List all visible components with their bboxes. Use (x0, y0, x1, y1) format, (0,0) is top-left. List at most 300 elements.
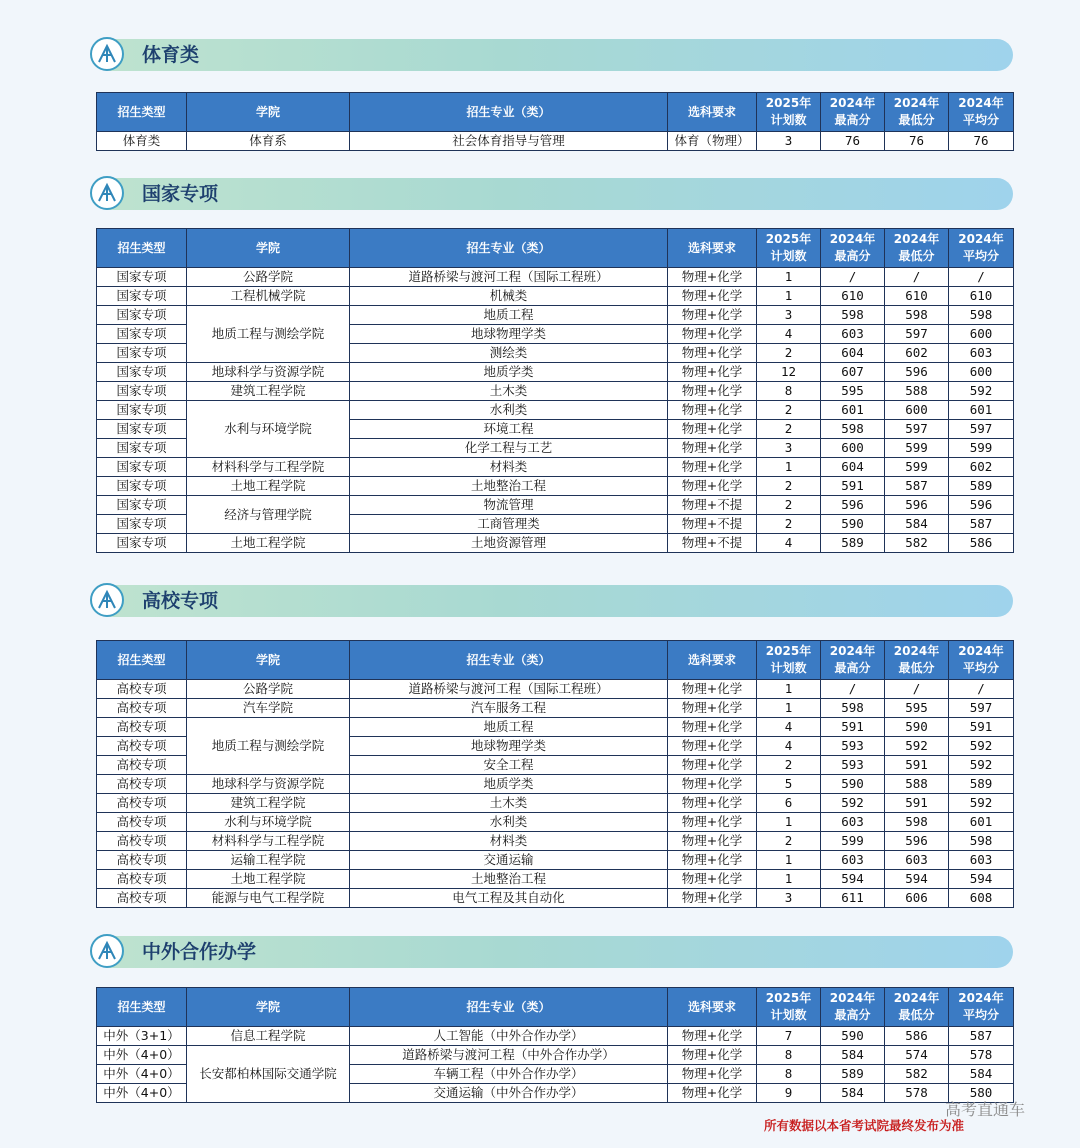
college-cell: 建筑工程学院 (187, 382, 350, 401)
min-score-cell: 600 (885, 401, 949, 420)
type-cell: 国家专项 (97, 325, 187, 344)
header-max: 最高分 (834, 113, 871, 127)
column-header (885, 93, 949, 132)
column-header (97, 641, 187, 680)
table-row (97, 401, 1014, 420)
header-plan: 计划数 (770, 249, 807, 263)
header-min-year: 2024年 (893, 991, 940, 1005)
avg-score-cell: 598 (949, 306, 1014, 325)
table-row (97, 718, 1014, 737)
plan-cell: 12 (757, 363, 821, 382)
table-row (97, 363, 1014, 382)
column-header (949, 229, 1014, 268)
college-cell: 工程机械学院 (187, 287, 350, 306)
plan-cell: 4 (757, 325, 821, 344)
max-score-cell: / (821, 680, 885, 699)
min-score-cell: 610 (885, 287, 949, 306)
max-score-cell: 590 (821, 775, 885, 794)
type-cell: 国家专项 (97, 477, 187, 496)
column-header (350, 93, 668, 132)
type-cell: 高校专项 (97, 851, 187, 870)
min-score-cell: 574 (885, 1046, 949, 1065)
header-plan-year: 2025年 (765, 644, 812, 658)
major-cell: 材料类 (350, 458, 668, 477)
plan-cell: 3 (757, 306, 821, 325)
major-cell: 水利类 (350, 401, 668, 420)
max-score-cell: 595 (821, 382, 885, 401)
avg-score-cell: 586 (949, 534, 1014, 553)
avg-score-cell: 600 (949, 363, 1014, 382)
table-row (97, 813, 1014, 832)
max-score-cell: 598 (821, 420, 885, 439)
type-cell: 国家专项 (97, 401, 187, 420)
min-score-cell: / (885, 268, 949, 287)
college-cell: 水利与环境学院 (187, 401, 350, 458)
section-header-guojia (92, 178, 1013, 210)
avg-score-cell: 599 (949, 439, 1014, 458)
college-cell: 公路学院 (187, 268, 350, 287)
avg-score-cell: 603 (949, 851, 1014, 870)
column-header (187, 988, 350, 1027)
subject-cell: 物理+化学 (668, 851, 757, 870)
major-cell: 土地整治工程 (350, 477, 668, 496)
type-cell: 高校专项 (97, 699, 187, 718)
min-score-cell: 595 (885, 699, 949, 718)
header-max-year: 2024年 (829, 96, 876, 110)
type-cell: 高校专项 (97, 775, 187, 794)
major-cell: 机械类 (350, 287, 668, 306)
header-min: 最低分 (898, 1008, 935, 1022)
header-avg: 平均分 (962, 249, 999, 263)
column-header (949, 988, 1014, 1027)
college-cell: 土地工程学院 (187, 477, 350, 496)
min-score-cell: 606 (885, 889, 949, 908)
column-header (885, 229, 949, 268)
major-cell: 物流管理 (350, 496, 668, 515)
subject-cell: 物理+化学 (668, 401, 757, 420)
header-min: 最低分 (898, 113, 935, 127)
table-row (97, 496, 1014, 515)
college-cell: 建筑工程学院 (187, 794, 350, 813)
major-cell: 土木类 (350, 794, 668, 813)
column-header (821, 229, 885, 268)
table-row (97, 870, 1014, 889)
type-cell: 高校专项 (97, 718, 187, 737)
table-guojia (96, 228, 1014, 553)
subject-cell: 物理+化学 (668, 870, 757, 889)
header-plan-year: 2025年 (765, 96, 812, 110)
table-row (97, 306, 1014, 325)
table-row (97, 534, 1014, 553)
table-row (97, 699, 1014, 718)
avg-score-cell: 598 (949, 832, 1014, 851)
min-score-cell: 586 (885, 1027, 949, 1046)
column-header (97, 93, 187, 132)
avg-score-cell: 578 (949, 1046, 1014, 1065)
avg-score-cell: 594 (949, 870, 1014, 889)
subject-cell: 物理+化学 (668, 268, 757, 287)
column-header (187, 93, 350, 132)
header-subject: 选科要求 (687, 652, 736, 667)
plan-cell: 3 (757, 132, 821, 151)
min-score-cell: 603 (885, 851, 949, 870)
min-score-cell: 599 (885, 439, 949, 458)
major-cell: 道路桥梁与渡河工程（中外合作办学） (350, 1046, 668, 1065)
min-score-cell: 594 (885, 870, 949, 889)
header-type: 招生类型 (117, 240, 166, 255)
subject-cell: 物理+化学 (668, 458, 757, 477)
subject-cell: 物理+化学 (668, 680, 757, 699)
college-cell: 地质工程与测绘学院 (187, 306, 350, 363)
subject-cell: 物理+化学 (668, 306, 757, 325)
subject-cell: 物理+化学 (668, 1065, 757, 1084)
header-min-year: 2024年 (893, 96, 940, 110)
avg-score-cell: 608 (949, 889, 1014, 908)
subject-cell: 物理+化学 (668, 382, 757, 401)
major-cell: 安全工程 (350, 756, 668, 775)
header-type: 招生类型 (117, 999, 166, 1014)
subject-cell: 物理+化学 (668, 477, 757, 496)
max-score-cell: 593 (821, 737, 885, 756)
type-cell: 国家专项 (97, 268, 187, 287)
avg-score-cell: 589 (949, 477, 1014, 496)
plan-cell: 4 (757, 737, 821, 756)
table-gaoxiao (96, 640, 1014, 908)
subject-cell: 物理+化学 (668, 1046, 757, 1065)
table-tiyu (96, 92, 1014, 151)
min-score-cell: 587 (885, 477, 949, 496)
avg-score-cell: / (949, 268, 1014, 287)
column-header (757, 229, 821, 268)
column-header (757, 93, 821, 132)
type-cell: 国家专项 (97, 496, 187, 515)
avg-score-cell: 602 (949, 458, 1014, 477)
avg-score-cell: 592 (949, 794, 1014, 813)
college-cell: 长安都柏林国际交通学院 (187, 1046, 350, 1103)
subject-cell: 物理+化学 (668, 1084, 757, 1103)
header-avg: 平均分 (962, 661, 999, 675)
min-score-cell: 76 (885, 132, 949, 151)
header-college: 学院 (255, 104, 280, 119)
max-score-cell: 594 (821, 870, 885, 889)
min-score-cell: / (885, 680, 949, 699)
major-cell: 车辆工程（中外合作办学） (350, 1065, 668, 1084)
major-cell: 社会体育指导与管理 (350, 132, 668, 151)
max-score-cell: 601 (821, 401, 885, 420)
section-title: 国家专项 (142, 183, 219, 205)
major-cell: 环境工程 (350, 420, 668, 439)
header-plan: 计划数 (770, 661, 807, 675)
table-row (97, 1046, 1014, 1065)
major-cell: 道路桥梁与渡河工程（国际工程班） (350, 268, 668, 287)
plan-cell: 8 (757, 1046, 821, 1065)
header-max-year: 2024年 (829, 991, 876, 1005)
header-college: 学院 (255, 652, 280, 667)
header-max: 最高分 (834, 661, 871, 675)
header-subject: 选科要求 (687, 240, 736, 255)
max-score-cell: 610 (821, 287, 885, 306)
section-header-zhongwai (92, 936, 1013, 968)
subject-cell: 物理+化学 (668, 1027, 757, 1046)
column-header (187, 229, 350, 268)
college-cell: 材料科学与工程学院 (187, 832, 350, 851)
plan-cell: 2 (757, 401, 821, 420)
type-cell: 国家专项 (97, 287, 187, 306)
avg-score-cell: 597 (949, 420, 1014, 439)
table-row (97, 794, 1014, 813)
college-cell: 地球科学与资源学院 (187, 363, 350, 382)
min-score-cell: 602 (885, 344, 949, 363)
plan-cell: 7 (757, 1027, 821, 1046)
major-cell: 地球物理学类 (350, 737, 668, 756)
college-cell: 信息工程学院 (187, 1027, 350, 1046)
subject-cell: 物理+不提 (668, 515, 757, 534)
max-score-cell: 590 (821, 515, 885, 534)
header-college: 学院 (255, 240, 280, 255)
table-row (97, 775, 1014, 794)
header-min-year: 2024年 (893, 232, 940, 246)
max-score-cell: 590 (821, 1027, 885, 1046)
table-row (97, 477, 1014, 496)
header-plan: 计划数 (770, 113, 807, 127)
table-row (97, 382, 1014, 401)
max-score-cell: 598 (821, 699, 885, 718)
watermark: 高考直通车 (945, 1100, 1026, 1119)
avg-score-cell: 587 (949, 515, 1014, 534)
subject-cell: 物理+化学 (668, 756, 757, 775)
plan-cell: 2 (757, 832, 821, 851)
header-avg-year: 2024年 (958, 96, 1004, 110)
avg-score-cell: 600 (949, 325, 1014, 344)
header-avg-year: 2024年 (958, 232, 1004, 246)
type-cell: 中外（4+0） (97, 1084, 187, 1103)
major-cell: 电气工程及其自动化 (350, 889, 668, 908)
type-cell: 高校专项 (97, 680, 187, 699)
min-score-cell: 598 (885, 813, 949, 832)
section-title: 高校专项 (142, 590, 219, 612)
min-score-cell: 578 (885, 1084, 949, 1103)
major-cell: 水利类 (350, 813, 668, 832)
column-header (668, 229, 757, 268)
type-cell: 高校专项 (97, 737, 187, 756)
min-score-cell: 588 (885, 775, 949, 794)
max-score-cell: 589 (821, 1065, 885, 1084)
min-score-cell: 582 (885, 534, 949, 553)
avg-score-cell: 592 (949, 756, 1014, 775)
type-cell: 国家专项 (97, 344, 187, 363)
major-cell: 工商管理类 (350, 515, 668, 534)
plan-cell: 9 (757, 1084, 821, 1103)
major-cell: 地质工程 (350, 718, 668, 737)
college-cell: 公路学院 (187, 680, 350, 699)
max-score-cell: 598 (821, 306, 885, 325)
plan-cell: 5 (757, 775, 821, 794)
type-cell: 国家专项 (97, 420, 187, 439)
subject-cell: 物理+化学 (668, 794, 757, 813)
avg-score-cell: 592 (949, 737, 1014, 756)
college-cell: 经济与管理学院 (187, 496, 350, 534)
header-min-year: 2024年 (893, 644, 940, 658)
plan-cell: 1 (757, 870, 821, 889)
max-score-cell: 611 (821, 889, 885, 908)
avg-score-cell: 597 (949, 699, 1014, 718)
type-cell: 中外（4+0） (97, 1046, 187, 1065)
header-major: 招生专业（类） (466, 652, 551, 667)
max-score-cell: 593 (821, 756, 885, 775)
type-cell: 高校专项 (97, 889, 187, 908)
college-cell: 运输工程学院 (187, 851, 350, 870)
major-cell: 人工智能（中外合作办学） (350, 1027, 668, 1046)
header-max-year: 2024年 (829, 644, 876, 658)
plan-cell: 6 (757, 794, 821, 813)
max-score-cell: 607 (821, 363, 885, 382)
table-row (97, 851, 1014, 870)
subject-cell: 物理+化学 (668, 344, 757, 363)
column-header (757, 988, 821, 1027)
major-cell: 交通运输（中外合作办学） (350, 1084, 668, 1103)
column-header (885, 988, 949, 1027)
header-max: 最高分 (834, 249, 871, 263)
plan-cell: 3 (757, 889, 821, 908)
subject-cell: 物理+不提 (668, 534, 757, 553)
subject-cell: 物理+化学 (668, 439, 757, 458)
max-score-cell: 599 (821, 832, 885, 851)
max-score-cell: 600 (821, 439, 885, 458)
major-cell: 地球物理学类 (350, 325, 668, 344)
max-score-cell: 603 (821, 813, 885, 832)
header-min: 最低分 (898, 661, 935, 675)
min-score-cell: 588 (885, 382, 949, 401)
college-cell: 材料科学与工程学院 (187, 458, 350, 477)
column-header (821, 641, 885, 680)
plan-cell: 1 (757, 813, 821, 832)
type-cell: 中外（4+0） (97, 1065, 187, 1084)
type-cell: 国家专项 (97, 515, 187, 534)
avg-score-cell: / (949, 680, 1014, 699)
avg-score-cell: 591 (949, 718, 1014, 737)
max-score-cell: 603 (821, 851, 885, 870)
plan-cell: 1 (757, 851, 821, 870)
min-score-cell: 596 (885, 832, 949, 851)
avg-score-cell: 587 (949, 1027, 1014, 1046)
subject-cell: 体育（物理） (668, 132, 757, 151)
max-score-cell: 596 (821, 496, 885, 515)
avg-score-cell: 610 (949, 287, 1014, 306)
subject-cell: 物理+化学 (668, 363, 757, 382)
max-score-cell: 604 (821, 458, 885, 477)
type-cell: 体育类 (97, 132, 187, 151)
column-header (97, 988, 187, 1027)
min-score-cell: 584 (885, 515, 949, 534)
type-cell: 高校专项 (97, 794, 187, 813)
type-cell: 高校专项 (97, 756, 187, 775)
major-cell: 道路桥梁与渡河工程（国际工程班） (350, 680, 668, 699)
college-cell: 土地工程学院 (187, 870, 350, 889)
major-cell: 材料类 (350, 832, 668, 851)
plan-cell: 2 (757, 756, 821, 775)
university-logo-icon (90, 583, 124, 617)
type-cell: 国家专项 (97, 306, 187, 325)
max-score-cell: / (821, 268, 885, 287)
major-cell: 交通运输 (350, 851, 668, 870)
table-row (97, 287, 1014, 306)
min-score-cell: 597 (885, 420, 949, 439)
header-type: 招生类型 (117, 652, 166, 667)
table-row (97, 832, 1014, 851)
header-plan-year: 2025年 (765, 232, 812, 246)
major-cell: 测绘类 (350, 344, 668, 363)
plan-cell: 2 (757, 496, 821, 515)
type-cell: 国家专项 (97, 458, 187, 477)
max-score-cell: 584 (821, 1046, 885, 1065)
table-row (97, 132, 1014, 151)
college-cell: 水利与环境学院 (187, 813, 350, 832)
plan-cell: 1 (757, 287, 821, 306)
major-cell: 汽车服务工程 (350, 699, 668, 718)
header-avg-year: 2024年 (958, 991, 1004, 1005)
header-plan-year: 2025年 (765, 991, 812, 1005)
min-score-cell: 591 (885, 794, 949, 813)
type-cell: 高校专项 (97, 813, 187, 832)
university-logo-icon (90, 934, 124, 968)
section-header-tiyu (92, 39, 1013, 71)
table-row (97, 268, 1014, 287)
subject-cell: 物理+化学 (668, 775, 757, 794)
column-header (821, 93, 885, 132)
major-cell: 地质学类 (350, 775, 668, 794)
header-max: 最高分 (834, 1008, 871, 1022)
college-cell: 地球科学与资源学院 (187, 775, 350, 794)
plan-cell: 2 (757, 344, 821, 363)
type-cell: 国家专项 (97, 534, 187, 553)
max-score-cell: 589 (821, 534, 885, 553)
min-score-cell: 599 (885, 458, 949, 477)
avg-score-cell: 76 (949, 132, 1014, 151)
avg-score-cell: 580 (949, 1084, 1014, 1103)
max-score-cell: 603 (821, 325, 885, 344)
avg-score-cell: 601 (949, 813, 1014, 832)
footnote: 所有数据以本省考试院最终发布为准 (764, 1118, 965, 1133)
major-cell: 化学工程与工艺 (350, 439, 668, 458)
plan-cell: 2 (757, 420, 821, 439)
min-score-cell: 582 (885, 1065, 949, 1084)
column-header (757, 641, 821, 680)
college-cell: 体育系 (187, 132, 350, 151)
column-header (350, 641, 668, 680)
type-cell: 国家专项 (97, 363, 187, 382)
subject-cell: 物理+化学 (668, 699, 757, 718)
type-cell: 中外（3+1） (97, 1027, 187, 1046)
min-score-cell: 598 (885, 306, 949, 325)
section-title: 中外合作办学 (142, 941, 257, 963)
college-cell: 土地工程学院 (187, 534, 350, 553)
header-avg-year: 2024年 (958, 644, 1004, 658)
min-score-cell: 597 (885, 325, 949, 344)
table-zhongwai (96, 987, 1014, 1103)
subject-cell: 物理+化学 (668, 889, 757, 908)
header-avg: 平均分 (962, 113, 999, 127)
header-avg: 平均分 (962, 1008, 999, 1022)
college-cell: 能源与电气工程学院 (187, 889, 350, 908)
max-score-cell: 76 (821, 132, 885, 151)
column-header (668, 93, 757, 132)
column-header (187, 641, 350, 680)
max-score-cell: 604 (821, 344, 885, 363)
subject-cell: 物理+化学 (668, 718, 757, 737)
header-major: 招生专业（类） (466, 240, 551, 255)
plan-cell: 2 (757, 515, 821, 534)
column-header (668, 988, 757, 1027)
